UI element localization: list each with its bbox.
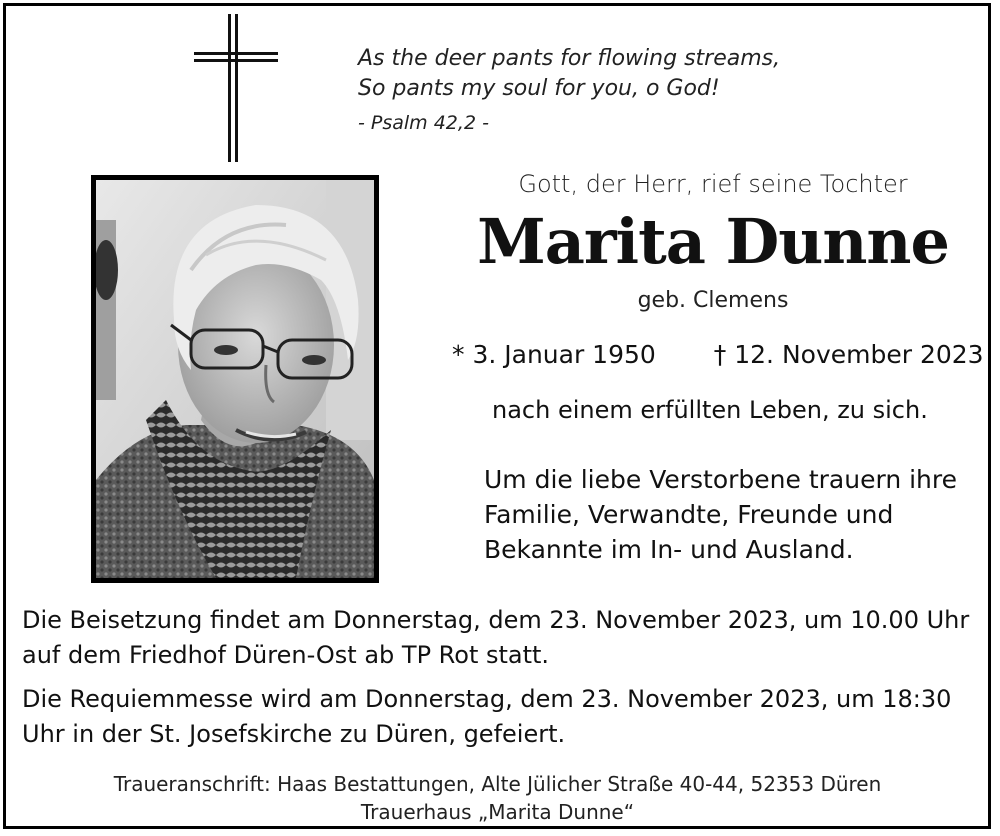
cross-icon	[190, 14, 280, 162]
psalm-line-2: So pants my soul for you, o God!	[358, 76, 720, 101]
psalm-quote	[358, 44, 780, 138]
mourners-line-2: Familie, Verwandte, Freunde und	[484, 500, 894, 529]
portrait-photo	[91, 175, 379, 583]
death-date: † 12. November 2023	[713, 340, 984, 369]
burial-line-1: Die Beisetzung findet am Donnerstag, dem 23. November 2023, um 10.00 Uhr	[22, 606, 970, 634]
mourning-address	[20, 770, 975, 826]
mourners-line-3: Bekannte im In- und Ausland.	[484, 535, 854, 564]
mourners-text	[484, 462, 957, 567]
intro-text: Gott, der Herr, rief seine Tochter	[518, 170, 908, 198]
address-line-1: Traueranschrift: Haas Bestattungen, Alte Jülicher Straße 40-44, 52353 Düren	[113, 772, 882, 796]
requiem-line-1: Die Requiemmesse wird am Donnerstag, dem 23. November 2023, um 18:30	[22, 685, 952, 713]
address-line-2: Trauerhaus „Marita Dunne“	[360, 800, 635, 824]
psalm-line-1: As the deer pants for flowing streams,	[358, 46, 781, 71]
after-text: nach einem erfüllten Leben, zu sich.	[492, 396, 928, 424]
burial-info	[22, 603, 987, 673]
maiden-name: geb. Clemens	[637, 288, 789, 313]
psalm-reference: - Psalm 42,2 -	[358, 112, 489, 134]
requiem-info	[22, 682, 987, 752]
portrait-image	[96, 180, 374, 578]
deceased-name: Marita Dunne	[477, 205, 949, 278]
birth-date: * 3. Januar 1950	[452, 340, 656, 369]
mourners-line-1: Um die liebe Verstorbene trauern ihre	[484, 465, 958, 494]
burial-line-2: auf dem Friedhof Düren-Ost ab TP Rot statt.	[22, 641, 550, 669]
requiem-line-2: Uhr in der St. Josefskirche zu Düren, gefeiert.	[22, 720, 566, 748]
life-dates	[452, 340, 984, 369]
